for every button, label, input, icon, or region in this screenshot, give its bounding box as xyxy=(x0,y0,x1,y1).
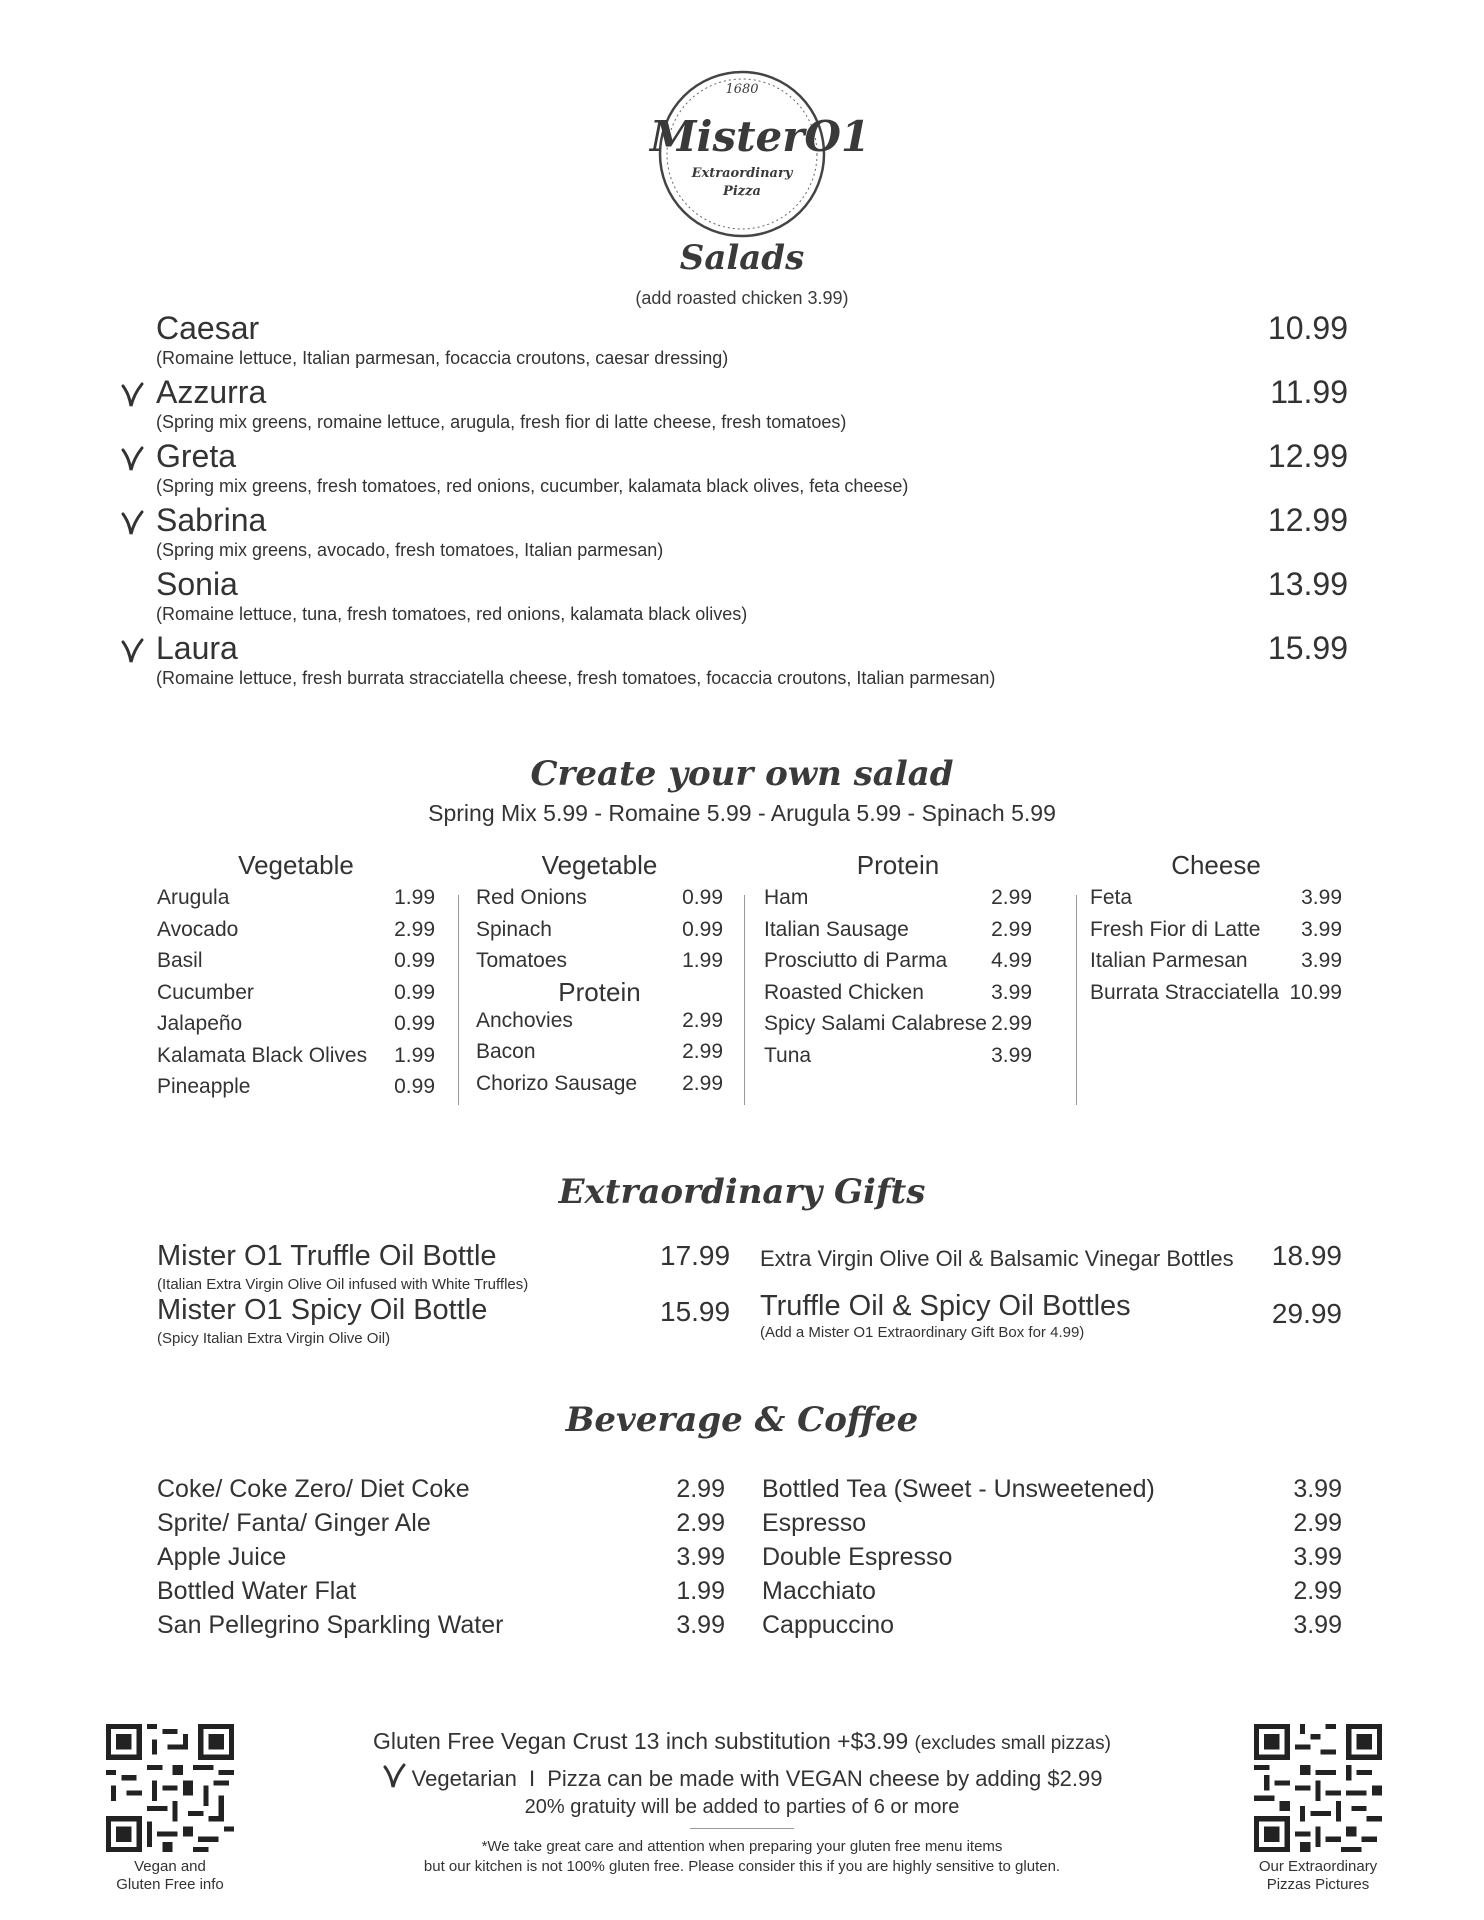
item-price: 2.99 xyxy=(1293,1577,1342,1605)
qr-left-caption-line-1: Vegan and xyxy=(134,1858,206,1875)
item-price: 0.99 xyxy=(682,886,723,909)
list-item xyxy=(762,1509,1342,1543)
list-item xyxy=(764,1012,1032,1044)
vegetarian-leaf-icon xyxy=(120,510,144,536)
salad-desc: (Spring mix greens, fresh tomatoes, red onions, cucumber, kalamata black olives, feta cheese) xyxy=(156,476,909,496)
item-price: 0.99 xyxy=(394,949,435,972)
list-item xyxy=(762,1475,1342,1509)
list-item xyxy=(764,886,1032,918)
gift-price: 15.99 xyxy=(660,1296,731,1327)
gift-desc: (Add a Mister O1 Extraordinary Gift Box for 4.99) xyxy=(760,1324,1085,1341)
list-item xyxy=(1090,981,1342,1013)
item-price: 3.99 xyxy=(1293,1611,1342,1639)
item-price: 10.99 xyxy=(1289,980,1342,1004)
item-price: 2.99 xyxy=(394,917,435,941)
gift-price: 29.99 xyxy=(1271,1298,1342,1329)
gluten-free-main: Gluten Free Vegan Crust 13 inch substitution +$3.99 xyxy=(373,1728,909,1754)
list-item xyxy=(1090,918,1342,950)
salads-subtitle: (add roasted chicken 3.99) xyxy=(635,288,849,308)
col-subheading: Protein xyxy=(558,976,641,1007)
salad-item xyxy=(108,630,1348,692)
salads-title: Salads xyxy=(679,238,805,278)
salad-desc: (Romaine lettuce, fresh burrata stracciatella cheese, fresh tomatoes, focaccia croutons, Italian parmesan) xyxy=(156,668,996,688)
create-col-vegetable-1 xyxy=(157,850,435,1107)
item-name: Italian Sausage xyxy=(764,917,909,941)
item-name: Jalapeño xyxy=(157,1012,243,1035)
qr-left-caption-line-2: Gluten Free info xyxy=(116,1876,224,1893)
gift-price: 17.99 xyxy=(660,1240,731,1271)
qr-right-caption xyxy=(1243,1858,1393,1894)
beverages-title: Beverage & Coffee xyxy=(565,1400,919,1440)
item-price: 1.99 xyxy=(682,949,723,972)
list-item xyxy=(157,949,435,981)
item-price: 2.99 xyxy=(991,1012,1032,1035)
list-item xyxy=(476,1009,723,1041)
disclaimer-line-1: *We take great care and attention when preparing your gluten free menu items xyxy=(481,1838,1003,1855)
list-item xyxy=(157,886,435,918)
list-item xyxy=(764,981,1032,1013)
vegetarian-leaf-icon xyxy=(120,382,144,408)
item-name: Roasted Chicken xyxy=(764,980,924,1004)
item-name: Arugula xyxy=(157,886,230,909)
salad-name: Laura xyxy=(156,630,238,666)
list-item xyxy=(157,1475,725,1509)
list-item xyxy=(157,1577,725,1611)
gift-desc: (Spicy Italian Extra Virgin Olive Oil) xyxy=(157,1330,391,1347)
item-name: Kalamata Black Olives xyxy=(157,1043,368,1067)
item-price: 3.99 xyxy=(1301,886,1342,909)
item-price: 2.99 xyxy=(991,886,1032,909)
salad-desc: (Romaine lettuce, tuna, fresh tomatoes, red onions, kalamata black olives) xyxy=(156,604,748,624)
column-divider xyxy=(1076,895,1077,1105)
salad-name: Greta xyxy=(156,438,237,474)
logo-tagline-2: Pizza xyxy=(723,184,761,199)
gifts-title: Extraordinary Gifts xyxy=(558,1172,926,1212)
vegetarian-label: Vegetarian xyxy=(411,1766,517,1791)
salad-price: 12.99 xyxy=(1267,438,1348,474)
item-price: 3.99 xyxy=(1293,1543,1342,1571)
salad-price: 15.99 xyxy=(1267,630,1348,666)
gift-name: Extra Virgin Olive Oil & Balsamic Vinegar Bottles xyxy=(760,1246,1234,1271)
item-price: 1.99 xyxy=(394,886,435,909)
salad-price: 12.99 xyxy=(1267,502,1348,538)
list-item xyxy=(157,1075,435,1107)
item-price: 3.99 xyxy=(676,1543,725,1571)
item-name: Cappuccino xyxy=(762,1611,895,1639)
item-name: Apple Juice xyxy=(157,1543,287,1571)
item-price: 2.99 xyxy=(991,917,1032,941)
list-item xyxy=(157,1509,725,1543)
item-price: 3.99 xyxy=(1301,949,1342,972)
item-price: 3.99 xyxy=(676,1611,725,1639)
logo-year: 1680 xyxy=(725,82,759,97)
list-item xyxy=(157,981,435,1013)
item-price: 1.99 xyxy=(676,1577,725,1605)
salad-name: Caesar xyxy=(156,310,260,346)
item-price: 2.99 xyxy=(682,1071,723,1095)
qr-left-caption xyxy=(95,1858,245,1894)
item-name: Avocado xyxy=(157,917,239,941)
footer-divider xyxy=(690,1828,794,1829)
vegan-cheese-note: Pizza can be made with VEGAN cheese by adding $2.99 xyxy=(547,1766,1103,1791)
col-heading: Cheese xyxy=(1171,850,1261,880)
gift-price: 18.99 xyxy=(1271,1240,1342,1271)
item-price: 2.99 xyxy=(682,1008,723,1032)
vegetarian-leaf-icon xyxy=(120,446,144,472)
gift-name: Mister O1 Spicy Oil Bottle xyxy=(157,1294,488,1326)
item-name: Tomatoes xyxy=(476,949,568,972)
salad-price: 10.99 xyxy=(1267,310,1348,346)
list-item xyxy=(476,918,723,950)
list-item xyxy=(476,1072,723,1104)
list-item xyxy=(476,1040,723,1072)
item-name: San Pellegrino Sparkling Water xyxy=(157,1611,504,1639)
list-item xyxy=(476,949,723,981)
item-price: 0.99 xyxy=(682,917,723,941)
item-price: 0.99 xyxy=(394,980,435,1004)
list-item xyxy=(762,1577,1342,1611)
qr-code-icon xyxy=(106,1724,234,1852)
salad-item xyxy=(108,438,1348,500)
item-price: 4.99 xyxy=(991,949,1032,972)
qr-code-vegan-info[interactable] xyxy=(106,1724,234,1852)
item-name: Tuna xyxy=(764,1043,812,1067)
disclaimer-line-2: but our kitchen is not 100% gluten free. Please consider this if you are highly sensitive to gluten. xyxy=(423,1858,1061,1875)
item-price: 2.99 xyxy=(676,1475,725,1503)
item-name: Double Espresso xyxy=(762,1543,953,1571)
item-name: Fresh Fior di Latte xyxy=(1090,917,1261,941)
list-item xyxy=(764,949,1032,981)
item-price: 3.99 xyxy=(991,980,1032,1004)
item-price: 1.99 xyxy=(394,1043,435,1067)
logo-tagline-1: Extraordinary xyxy=(691,166,793,181)
gluten-free-note: (excludes small pizzas) xyxy=(914,1733,1111,1754)
item-name: Basil xyxy=(157,949,203,972)
item-price: 3.99 xyxy=(1301,917,1342,941)
list-item xyxy=(762,1543,1342,1577)
item-price: 2.99 xyxy=(1293,1509,1342,1537)
list-item xyxy=(157,918,435,950)
item-name: Sprite/ Fanta/ Ginger Ale xyxy=(157,1509,431,1537)
item-name: Cucumber xyxy=(157,980,254,1004)
qr-code-pizza-pictures[interactable] xyxy=(1254,1724,1382,1852)
item-price: 2.99 xyxy=(676,1509,725,1537)
list-item xyxy=(157,1044,435,1076)
salad-desc: (Spring mix greens, romaine lettuce, arugula, fresh fior di latte cheese, fresh tomatoes) xyxy=(156,412,847,432)
list-item xyxy=(764,918,1032,950)
gift-name: Mister O1 Truffle Oil Bottle xyxy=(157,1240,497,1272)
item-name: Chorizo Sausage xyxy=(476,1071,638,1095)
item-price: 2.99 xyxy=(682,1040,723,1063)
salad-name: Sonia xyxy=(156,566,238,602)
create-col-vegetable-2 xyxy=(476,850,723,1103)
list-item xyxy=(157,1012,435,1044)
list-item xyxy=(157,1611,725,1645)
column-divider xyxy=(744,895,745,1105)
item-name: Espresso xyxy=(762,1509,867,1537)
beverage-list-right xyxy=(762,1475,1342,1645)
item-price: 3.99 xyxy=(1293,1475,1342,1503)
logo-brand: MisterO1 xyxy=(650,112,871,161)
salad-item xyxy=(108,502,1348,564)
item-name: Anchovies xyxy=(476,1008,573,1032)
col-heading: Vegetable xyxy=(541,850,658,880)
item-name: Ham xyxy=(764,886,809,909)
item-name: Spinach xyxy=(476,917,552,941)
item-price: 3.99 xyxy=(991,1043,1032,1067)
item-name: Prosciutto di Parma xyxy=(764,949,948,972)
list-item xyxy=(1090,886,1342,918)
salad-price: 11.99 xyxy=(1270,374,1348,410)
item-name: Pineapple xyxy=(157,1075,251,1098)
item-name: Bottled Water Flat xyxy=(157,1577,357,1605)
salad-desc: (Spring mix greens, avocado, fresh tomatoes, Italian parmesan) xyxy=(156,540,664,560)
item-name: Italian Parmesan xyxy=(1090,949,1248,972)
item-price: 0.99 xyxy=(394,1012,435,1035)
create-col-protein xyxy=(764,850,1032,1075)
create-col-cheese xyxy=(1090,850,1342,1012)
qr-right-caption-line-1: Our Extraordinary xyxy=(1258,1858,1378,1875)
gift-desc: (Italian Extra Virgin Olive Oil infused with White Truffles) xyxy=(157,1276,529,1293)
gift-name: Truffle Oil & Spicy Oil Bottles xyxy=(760,1290,1131,1322)
list-item xyxy=(764,1044,1032,1076)
salad-price: 13.99 xyxy=(1267,566,1348,602)
list-item xyxy=(1090,949,1342,981)
list-item xyxy=(157,1543,725,1577)
col-heading: Vegetable xyxy=(238,850,354,880)
item-name: Burrata Stracciatella xyxy=(1090,980,1280,1004)
salad-name: Azzurra xyxy=(156,374,267,410)
item-name: Bottled Tea (Sweet - Unsweetened) xyxy=(762,1475,1155,1503)
item-price: 0.99 xyxy=(394,1075,435,1098)
list-item xyxy=(476,886,723,918)
item-name: Red Onions xyxy=(476,886,587,909)
salad-desc: (Romaine lettuce, Italian parmesan, focaccia croutons, caesar dressing) xyxy=(156,348,729,368)
col-heading: Protein xyxy=(856,850,940,880)
list-item xyxy=(762,1611,1342,1645)
salad-item xyxy=(108,374,1348,436)
create-bases: Spring Mix 5.99 - Romaine 5.99 - Arugula 5.99 - Spinach 5.99 xyxy=(428,800,1056,826)
qr-right-caption-line-2: Pizzas Pictures xyxy=(1266,1876,1370,1893)
column-divider xyxy=(458,895,459,1105)
item-name: Macchiato xyxy=(762,1577,876,1605)
item-name: Coke/ Coke Zero/ Diet Coke xyxy=(157,1475,470,1503)
vegetarian-leaf-icon xyxy=(382,1762,406,1790)
logo xyxy=(650,68,871,240)
item-name: Bacon xyxy=(476,1040,536,1063)
gratuity-note: 20% gratuity will be added to parties of 6 or more xyxy=(524,1796,960,1818)
item-name: Feta xyxy=(1090,886,1133,909)
create-title: Create your own salad xyxy=(530,754,954,794)
item-name: Spicy Salami Calabrese xyxy=(764,1012,987,1035)
beverage-list-left xyxy=(157,1475,725,1645)
vegetarian-leaf-icon xyxy=(120,638,144,664)
salad-name: Sabrina xyxy=(156,502,267,538)
salad-item xyxy=(108,566,1348,628)
vegetarian-separator: I xyxy=(528,1766,536,1791)
qr-code-icon xyxy=(1254,1724,1382,1852)
salad-item xyxy=(108,310,1348,372)
